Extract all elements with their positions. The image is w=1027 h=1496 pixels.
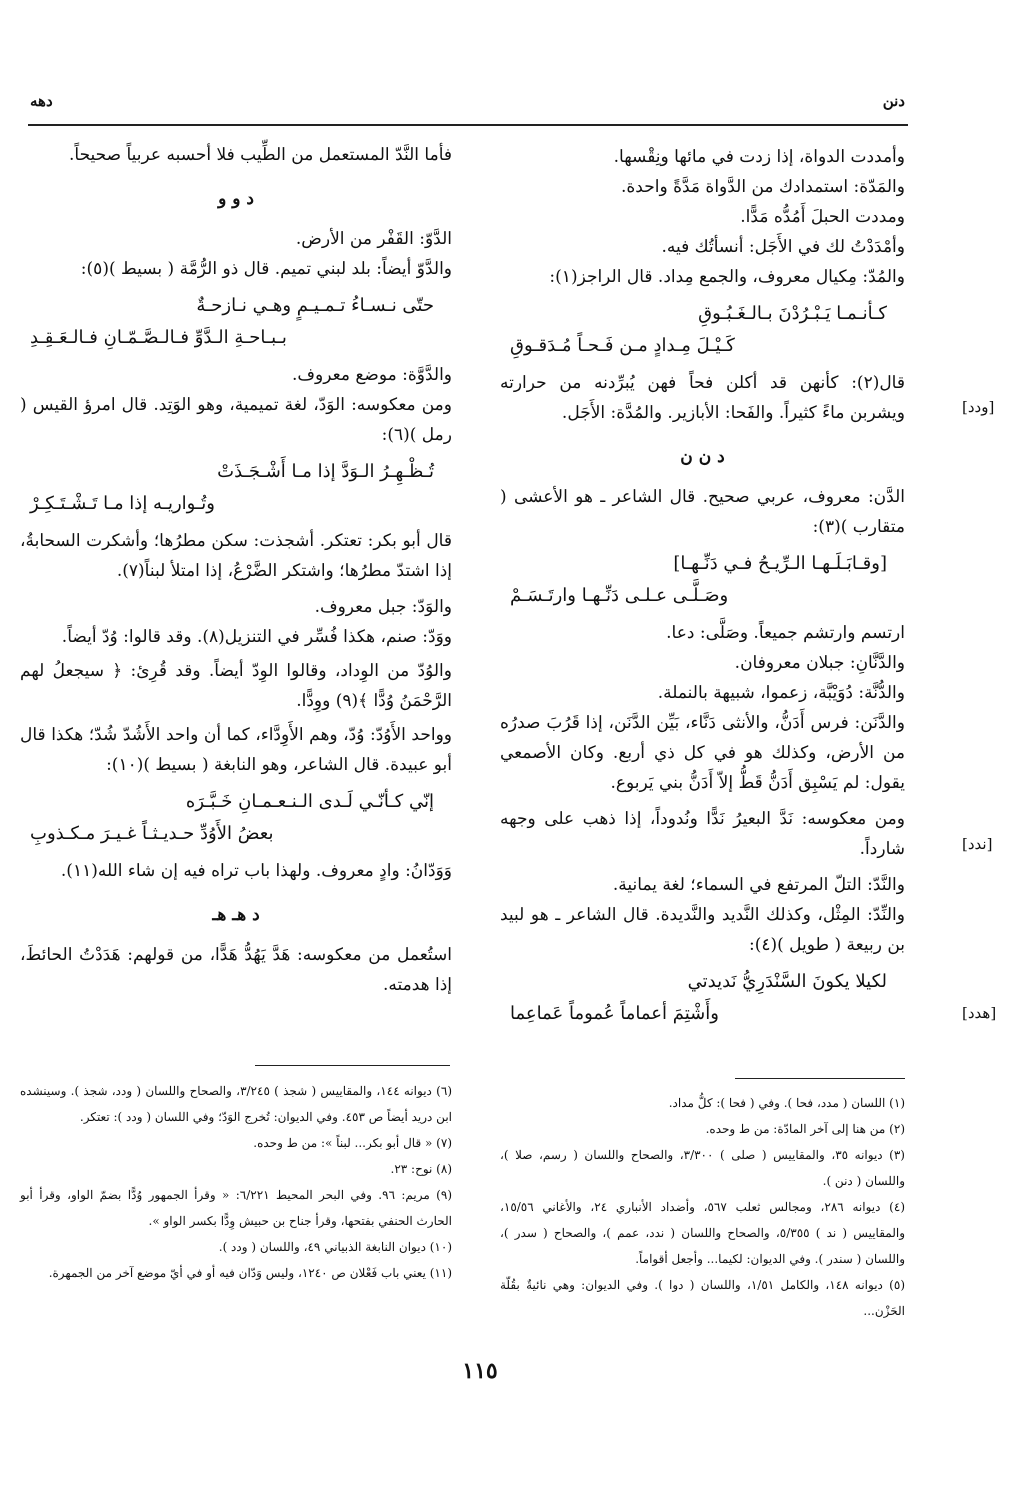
verse-line: [وقـابَـلَـهـا الـرِّيـحُ فـي دَنِّـهـا]	[673, 553, 887, 574]
text-line: والدَّنَّانِ: جبلان معروفان.	[734, 653, 905, 673]
footnote: (١) اللسان ( مدد، فحا ). وفي ( فحا ): كلُّ مداد.	[668, 1096, 905, 1110]
verse-line: حتّى نـسـاءُ تـمـيـمٍ وهـي نـازحـةٌ	[196, 295, 434, 316]
text-paragraph: ومن معكوسه: نَدَّ البعيرُ نَدًّا ونُدوداً، إذا ذهب على وجهه شارداً.	[500, 809, 905, 859]
verse-labid	[500, 966, 905, 1030]
text-paragraph: والدَّنَن: فرس أَدَنُّ، والأنثى دَنَّاء، بَيِّن الدَّنَن، إذا قَرُبَ صدرُه من الأرض، وكذلك هو في كل ذي أربع. وكان الأصمعي يقول: لم يَسْبِق أَدَنُّ قَطُّ إلاّ أَدَنُّ بني يَربوع.	[500, 713, 905, 793]
verse-line: لكيلا يكونَ السَّنْدَرِيُّ نَديدتي	[687, 971, 887, 992]
text-line: والنَّدّ: التلّ المرتفع في السماء؛ لغة يمانية.	[612, 875, 905, 895]
verse-line: كَـيْـلَ مِـدادٍ مـن فَـحـاً مُـدَقـوقِ	[510, 335, 735, 356]
footnotes-left	[20, 1078, 452, 1286]
text-line: الدَّوّ: القَفْر من الأرض.	[295, 229, 452, 249]
text-line: والوَدّ: جبل معروف.	[314, 597, 452, 617]
running-header-left: دهه	[30, 92, 53, 110]
footnote: (٤) ديوانه ٢٨٦، ومجالس ثعلب ٥٦٧، وأضداد الأنباري ٢٤، والأغاني ١٥/٥٦، والمقاييس ( ند ) ٥/٣٥٥، والصحاح واللسان ( ندد، عمم )، والصحاح ( سدر )، واللسان ( سندر ). وفي الديوان: لكيما... وأجعل أقواماً.	[500, 1200, 906, 1266]
right-column	[500, 142, 905, 1036]
verse-line: وتُـواريـه إذا مـا تَـشْـتَـكِـرْ	[30, 493, 215, 514]
text-line: والدُّنَّة: دُوَيْبَّة، زعموا، شبيهة بالنملة.	[657, 683, 905, 703]
text-line: والمُدّ: مِكيال معروف، والجمع مِداد. قال الراجز(١):	[549, 267, 905, 287]
footnote: (٩) مريم: ٩٦. وفي البحر المحيط ٦/٢٢١: « وقرأ الجمهور وُدًّا بضمّ الواو، وقرأ أبو الحارث الحنفي بفتحها، وقرأ جناح بن حبيش وِدًّا بكسر الواو ».	[20, 1188, 452, 1228]
verse-line: تُـظْـهِـرُ الـوَدَّ إذا مـا أَشْـجَـذَتْ	[217, 461, 434, 482]
text-line: والدَّوّ أيضاً: بلد لبني تميم. قال ذو الرُّمَّة ( بسيط )(٥):	[80, 259, 452, 279]
verse-line: كـأنـمـا يَـبْـرُدْنَ بـالـغَـبُـوقِ	[698, 303, 887, 324]
verse-line: بـبـاحـةِ الـدَّوِّ فـالـصَّـمّـانِ فـالـعَـقِـدِ	[30, 327, 287, 348]
text-paragraph: والوُدّ من الوِداد، وقالوا الوِدّ أيضاً. وقد قُرِئ: ﴿ سيجعلُ لهم الرَّحْمَنُ وُدًّا ﴾(٩) ووِدًّا.	[20, 661, 452, 711]
text-paragraph: والنِّدّ: المِثْل، وكذلك النَّديد والنَّديدة. قال الشاعر ـ هو لبيد بن ربيعة ( طويل )(٤):	[500, 905, 905, 955]
verse-line: بعضُ الأَوُدِّ حـديـثـاً غـيـرَ مـكـذوبِ	[30, 823, 274, 844]
footnote: (٢) من هنا إلى آخر المادّة: من ط وحده.	[705, 1122, 905, 1136]
verse-asha	[500, 548, 905, 612]
verse-line: وأَشْتِمَ أعماماً عُموماً عَماعِما	[510, 1003, 719, 1024]
margin-mark-wdd: [ودد]	[962, 398, 995, 416]
footnote: (٨) نوح: ٢٣.	[390, 1162, 452, 1176]
text-paragraph: استُعمل من معكوسه: هَدَّ يَهُدُّ هَدًّا، من قولهم: هَدَدْتُ الحائطَ، إذا هدمته.	[20, 945, 452, 995]
text-line: والدَّوَّة: موضع معروف.	[292, 365, 452, 385]
text-paragraph: قال(٢): كأنهن قد أكلن فحاً فهن يُبرِّدنه من حرارته ويشربن ماءً كثيراً. والفَحا: الأبازير. والمُدَّة: الأَجَل.	[500, 373, 905, 423]
left-column	[20, 140, 452, 1000]
text-line: وَوَدّانُ: وادٍ معروف. ولهذا باب تراه فيه إن شاء الله(١١).	[60, 861, 452, 881]
footnote: (١١) يعني باب فَعْلان ص ١٢٤٠، وليس وَدّان فيه أو في أيّ موضع آخر من الجمهرة.	[48, 1266, 452, 1280]
verse-rajaz	[500, 298, 905, 362]
footnote-rule-left	[255, 1065, 450, 1066]
footnote: (٧) « قال أبو بكر... لبناً »: من ط وحده.	[253, 1136, 452, 1150]
text-line: ارتسم وارتشم جميعاً. وصَلَّى: دعا.	[666, 623, 905, 643]
verse-dhu-alrumma	[20, 290, 452, 354]
text-paragraph: قال أبو بكر: تعتكر. أشجذت: سكن مطرُها؛ وأشكرت السحابةُ، إذا اشتدّ مطرُها؛ واشتكر الضَّرْعُ، إذا امتلأ لبناً(٧).	[20, 531, 452, 581]
entry-heading-dhh: د هـ هـ	[212, 905, 260, 925]
verse-imru-alqays	[20, 456, 452, 520]
verse-line: إنّي كـأنّـي لَـدى الـنـعـمـانِ خَـبَّـرَه	[185, 791, 434, 812]
footnote: (٣) ديوانه ٣٥، والمقاييس ( صلى ) ٣/٣٠٠، والصحاح واللسان ( رسم، صلا )، واللسان ( دنن ).	[500, 1148, 905, 1188]
verse-nabigha	[20, 786, 452, 850]
entry-heading-dww: د و و	[218, 189, 254, 209]
footnote: (٦) ديوانه ١٤٤، والمقاييس ( شجذ ) ٣/٢٤٥، والصحاح واللسان ( ودد، شجذ ). وسينشده ابن دريد أيضاً ص ٤٥٣. وفي الديوان: تُخرج الوَدّ؛ وفي اللسان ( ودد ): تعتكر.	[20, 1084, 452, 1124]
text-line: والمَدّة: استمدادك من الدَّواة مَدَّةً واحدة.	[621, 177, 905, 197]
text-paragraph: ووَدّ: صنم، هكذا فُسِّر في التنزيل(٨). وقد قالوا: وُدّ أيضاً.	[61, 627, 452, 647]
entry-heading-dnn: د ن ن	[680, 447, 725, 467]
text-line: وأمددت الدواة، إذا زدت في مائها ونِقْسها.	[613, 147, 905, 167]
text-paragraph: وواحد الأَوُدّ: وُدّ، وهم الأَوِدَّاء، كما أن واحد الأَشُدّ شُدّ؛ هكذا قال أبو عبيدة. قال الشاعر، وهو النابغة ( بسيط )(١٠):	[20, 725, 452, 775]
text-paragraph: الدَّن: معروف، عربي صحيح. قال الشاعر ـ هو الأعشى ( متقارب )(٣):	[500, 487, 905, 537]
margin-mark-hdd: [هدد]	[962, 1004, 997, 1022]
verse-line: وصَـلَّـى عـلـى دَنِّـهـا وارتَـسَـمْ	[510, 585, 729, 606]
footnote-rule-right	[735, 1078, 905, 1079]
footnotes-right	[500, 1090, 905, 1324]
footnote: (١٠) ديوان النابغة الذبياني ٤٩، واللسان ( ودد ).	[218, 1240, 452, 1254]
text-line: فأما النَّدّ المستعمل من الطِّيب فلا أحسبه عربياً صحيحاً.	[69, 145, 452, 165]
text-line: ومددت الحبلَ أَمُدُّه مَدًّا.	[740, 207, 905, 227]
footnote: (٥) ديوانه ١٤٨، والكامل ١/٥١، واللسان ( دوا ). وفي الديوان: وهي نائيةٌ بقُلّة الحَزْن...	[500, 1278, 905, 1318]
text-line: وأمْدَدْتُ لك في الأَجَل: أنسأتُك فيه.	[661, 237, 905, 257]
running-header-right: دنن	[882, 92, 905, 110]
text-paragraph: ومن معكوسه: الوَدّ، لغة تميمية، وهو الوَتِد. قال امرؤ القيس ( رمل )(٦):	[20, 395, 452, 445]
header-rule	[28, 124, 908, 126]
page-number: ١١٥	[462, 1358, 498, 1384]
margin-mark-ndd: [ندد]	[962, 835, 993, 853]
